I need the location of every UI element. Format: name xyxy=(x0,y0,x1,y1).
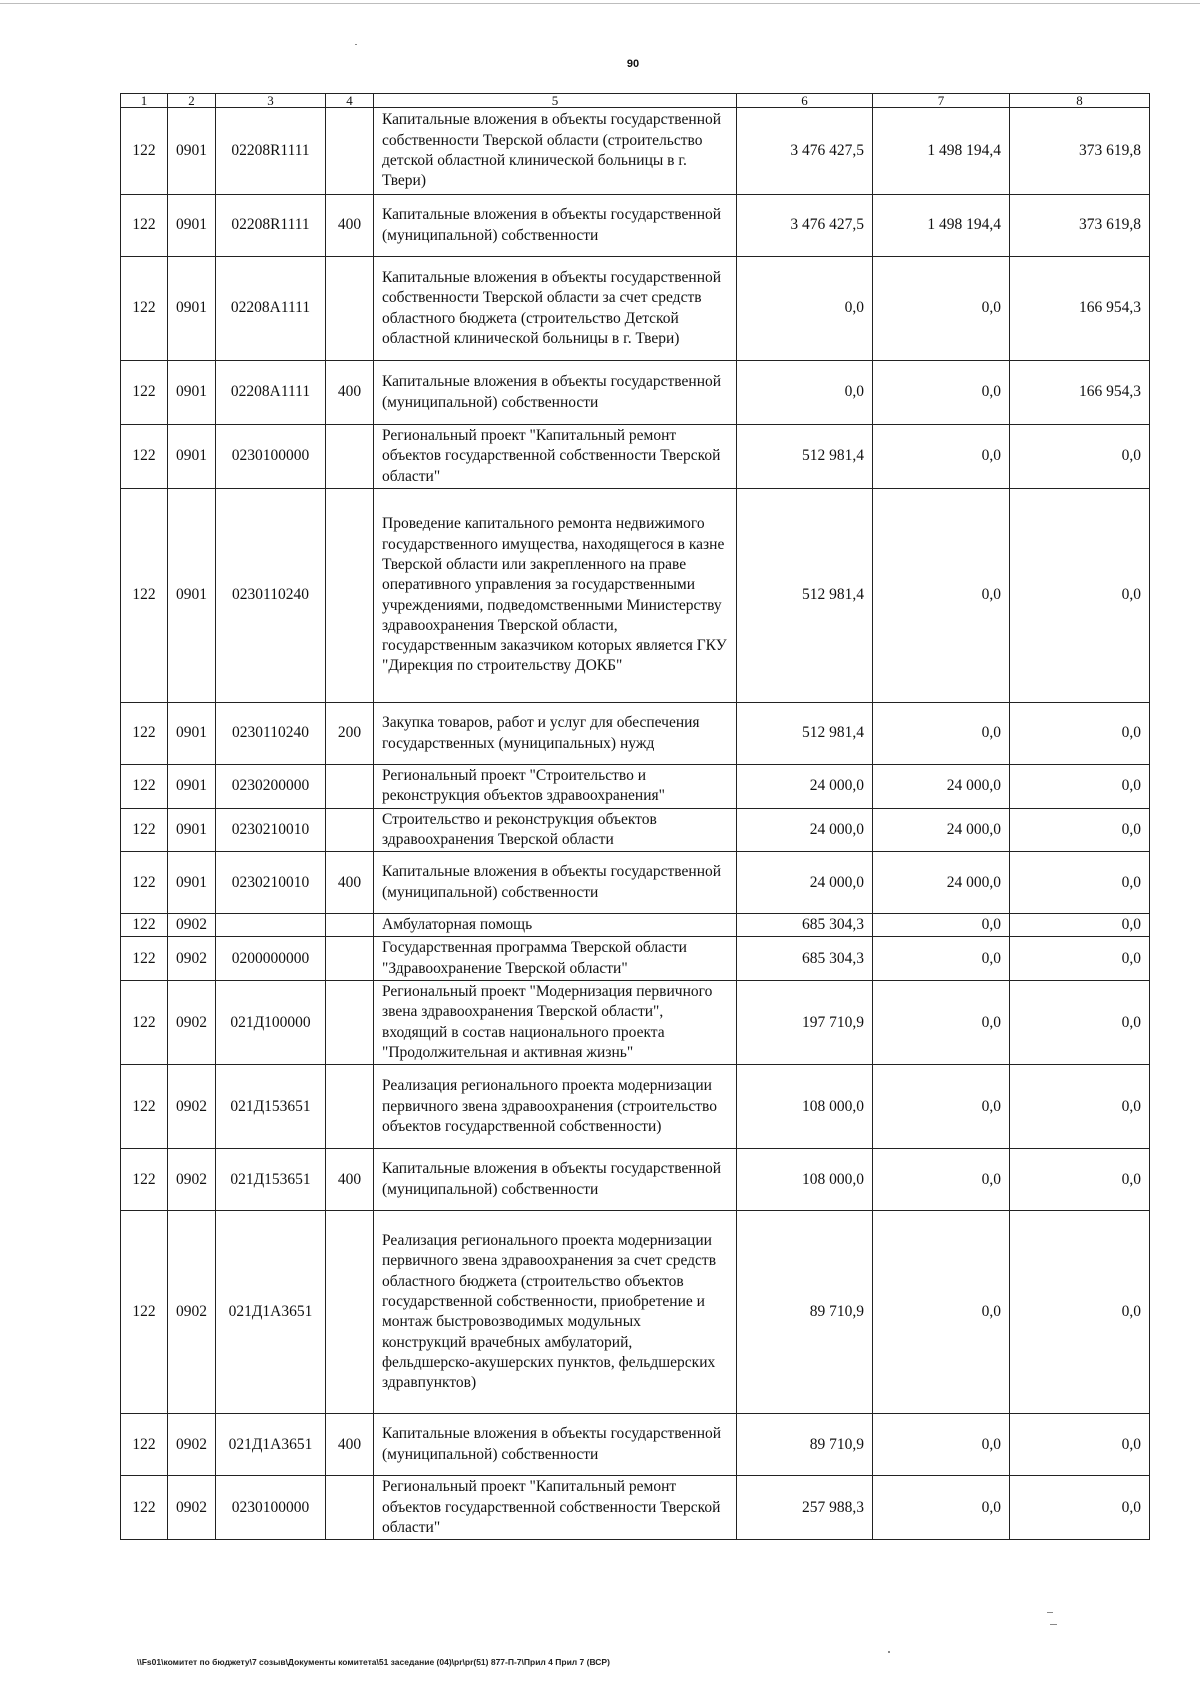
table-row xyxy=(121,808,1150,852)
cell-grbs: 122 xyxy=(121,852,168,914)
cell-section: 0901 xyxy=(168,257,216,361)
cell-target-article: 021Д1А3651 xyxy=(216,1211,326,1414)
cell-grbs: 122 xyxy=(121,981,168,1065)
cell-expense-type xyxy=(326,1211,374,1414)
cell-target-article: 021Д153651 xyxy=(216,1065,326,1149)
table-row xyxy=(121,108,1150,195)
table-row xyxy=(121,195,1150,257)
page-number: 90 xyxy=(626,58,640,70)
cell-section: 0901 xyxy=(168,765,216,809)
cell-expense-type xyxy=(326,981,374,1065)
cell-section: 0901 xyxy=(168,425,216,489)
cell-grbs: 122 xyxy=(121,361,168,425)
cell-expense-type xyxy=(326,937,374,981)
cell-amount-col8: 0,0 xyxy=(1010,425,1150,489)
cell-description: Капитальные вложения в объекты государственной (муниципальной) собственности xyxy=(374,361,737,425)
cell-amount-col7: 0,0 xyxy=(873,489,1010,703)
cell-grbs: 122 xyxy=(121,937,168,981)
cell-amount-col7: 0,0 xyxy=(873,1065,1010,1149)
cell-amount-col8: 166 954,3 xyxy=(1010,257,1150,361)
cell-amount-col7: 0,0 xyxy=(873,1476,1010,1540)
table-row xyxy=(121,1211,1150,1414)
cell-amount-col8: 0,0 xyxy=(1010,703,1150,765)
cell-amount-col6: 24 000,0 xyxy=(737,808,873,852)
scan-speck xyxy=(1047,1612,1053,1613)
cell-amount-col8: 0,0 xyxy=(1010,914,1150,937)
cell-description: Капитальные вложения в объекты государственной (муниципальной) собственности xyxy=(374,1149,737,1211)
cell-description: Строительство и реконструкция объектов здравоохранения Тверской области xyxy=(374,808,737,852)
table-body xyxy=(121,108,1150,1540)
cell-grbs: 122 xyxy=(121,1149,168,1211)
scan-edge-line xyxy=(0,3,1200,4)
header-col-1: 1 xyxy=(121,94,168,108)
cell-amount-col7: 0,0 xyxy=(873,1211,1010,1414)
cell-grbs: 122 xyxy=(121,489,168,703)
cell-amount-col8: 0,0 xyxy=(1010,937,1150,981)
cell-grbs: 122 xyxy=(121,425,168,489)
cell-description: Закупка товаров, работ и услуг для обеспечения государственных (муниципальных) нужд xyxy=(374,703,737,765)
footer-file-path: \\Fs01\комитет по бюджету\7 созыв\Документы комитета\51 заседание (04)\pr\pr(51) 877-П-7\Прил 4 Прил 7 (ВСР) xyxy=(137,1657,610,1667)
cell-description: Капитальные вложения в объекты государственной собственности Тверской области за счет средств областного бюджета (строительство Детской областной клинической больницы в г. Твери) xyxy=(374,257,737,361)
cell-amount-col6: 3 476 427,5 xyxy=(737,195,873,257)
cell-target-article: 0230100000 xyxy=(216,1476,326,1540)
header-col-2: 2 xyxy=(168,94,216,108)
cell-amount-col6: 685 304,3 xyxy=(737,914,873,937)
cell-amount-col7: 24 000,0 xyxy=(873,852,1010,914)
cell-description: Государственная программа Тверской области "Здравоохранение Тверской области" xyxy=(374,937,737,981)
cell-expense-type xyxy=(326,914,374,937)
cell-grbs: 122 xyxy=(121,703,168,765)
cell-section: 0901 xyxy=(168,108,216,195)
cell-amount-col8: 0,0 xyxy=(1010,1414,1150,1476)
cell-grbs: 122 xyxy=(121,1211,168,1414)
cell-section: 0901 xyxy=(168,361,216,425)
cell-target-article: 021Д153651 xyxy=(216,1149,326,1211)
cell-target-article: 0200000000 xyxy=(216,937,326,981)
cell-target-article: 021Д100000 xyxy=(216,981,326,1065)
cell-expense-type: 400 xyxy=(326,361,374,425)
cell-grbs: 122 xyxy=(121,914,168,937)
cell-section: 0901 xyxy=(168,195,216,257)
cell-amount-col7: 0,0 xyxy=(873,257,1010,361)
table-row xyxy=(121,914,1150,937)
cell-section: 0902 xyxy=(168,1414,216,1476)
table-row xyxy=(121,852,1150,914)
cell-target-article: 0230210010 xyxy=(216,808,326,852)
cell-section: 0901 xyxy=(168,852,216,914)
header-col-8: 8 xyxy=(1010,94,1150,108)
table-row xyxy=(121,765,1150,809)
table-row xyxy=(121,257,1150,361)
cell-section: 0901 xyxy=(168,703,216,765)
cell-amount-col8: 0,0 xyxy=(1010,489,1150,703)
table-row xyxy=(121,937,1150,981)
cell-target-article: 0230110240 xyxy=(216,703,326,765)
cell-amount-col7: 0,0 xyxy=(873,1414,1010,1476)
cell-amount-col8: 0,0 xyxy=(1010,1065,1150,1149)
cell-amount-col8: 373 619,8 xyxy=(1010,108,1150,195)
cell-amount-col8: 166 954,3 xyxy=(1010,361,1150,425)
table-row xyxy=(121,1476,1150,1540)
cell-description: Капитальные вложения в объекты государственной (муниципальной) собственности xyxy=(374,195,737,257)
cell-grbs: 122 xyxy=(121,108,168,195)
cell-expense-type xyxy=(326,808,374,852)
cell-amount-col6: 512 981,4 xyxy=(737,425,873,489)
table-row xyxy=(121,361,1150,425)
table-row xyxy=(121,1414,1150,1476)
cell-amount-col6: 24 000,0 xyxy=(737,765,873,809)
table-row xyxy=(121,1065,1150,1149)
cell-section: 0901 xyxy=(168,489,216,703)
header-col-6: 6 xyxy=(737,94,873,108)
cell-target-article: 02208A1111 xyxy=(216,257,326,361)
cell-amount-col7: 0,0 xyxy=(873,361,1010,425)
header-col-7: 7 xyxy=(873,94,1010,108)
cell-expense-type: 400 xyxy=(326,852,374,914)
cell-description: Капитальные вложения в объекты государственной (муниципальной) собственности xyxy=(374,1414,737,1476)
cell-target-article: 021Д1А3651 xyxy=(216,1414,326,1476)
cell-target-article: 0230110240 xyxy=(216,489,326,703)
cell-amount-col8: 0,0 xyxy=(1010,1211,1150,1414)
cell-description: Проведение капитального ремонта недвижимого государственного имущества, находящегося в казне Тверской области или закрепленного на праве оперативного управления за государственными учреждениями, подведомственными Министерству здравоохранения Тверской области, государственным заказчиком которых является ГКУ "Дирекция по строительству ДОКБ" xyxy=(374,489,737,703)
cell-amount-col6: 512 981,4 xyxy=(737,489,873,703)
table-row xyxy=(121,981,1150,1065)
cell-grbs: 122 xyxy=(121,1065,168,1149)
cell-amount-col7: 0,0 xyxy=(873,703,1010,765)
cell-amount-col6: 0,0 xyxy=(737,257,873,361)
cell-description: Региональный проект "Строительство и реконструкция объектов здравоохранения" xyxy=(374,765,737,809)
cell-expense-type xyxy=(326,489,374,703)
cell-section: 0902 xyxy=(168,1065,216,1149)
cell-amount-col8: 0,0 xyxy=(1010,1149,1150,1211)
cell-amount-col8: 0,0 xyxy=(1010,852,1150,914)
cell-expense-type xyxy=(326,425,374,489)
cell-section: 0902 xyxy=(168,981,216,1065)
cell-expense-type: 200 xyxy=(326,703,374,765)
cell-amount-col7: 0,0 xyxy=(873,1149,1010,1211)
cell-target-article: 0230210010 xyxy=(216,852,326,914)
cell-amount-col8: 373 619,8 xyxy=(1010,195,1150,257)
table-row xyxy=(121,489,1150,703)
cell-amount-col6: 0,0 xyxy=(737,361,873,425)
cell-amount-col8: 0,0 xyxy=(1010,765,1150,809)
cell-amount-col7: 1 498 194,4 xyxy=(873,195,1010,257)
cell-section: 0902 xyxy=(168,914,216,937)
table-row xyxy=(121,703,1150,765)
cell-target-article: 0230100000 xyxy=(216,425,326,489)
cell-expense-type xyxy=(326,108,374,195)
cell-amount-col6: 108 000,0 xyxy=(737,1149,873,1211)
cell-amount-col6: 512 981,4 xyxy=(737,703,873,765)
cell-description: Региональный проект "Капитальный ремонт объектов государственной собственности Тверской области" xyxy=(374,425,737,489)
cell-amount-col6: 197 710,9 xyxy=(737,981,873,1065)
cell-grbs: 122 xyxy=(121,765,168,809)
cell-amount-col7: 1 498 194,4 xyxy=(873,108,1010,195)
scan-speck xyxy=(888,1651,890,1653)
cell-section: 0901 xyxy=(168,808,216,852)
cell-grbs: 122 xyxy=(121,195,168,257)
header-col-4: 4 xyxy=(326,94,374,108)
cell-section: 0902 xyxy=(168,1211,216,1414)
cell-amount-col6: 257 988,3 xyxy=(737,1476,873,1540)
cell-description: Региональный проект "Капитальный ремонт объектов государственной собственности Тверской области" xyxy=(374,1476,737,1540)
cell-target-article: 02208R1111 xyxy=(216,195,326,257)
cell-amount-col7: 24 000,0 xyxy=(873,765,1010,809)
cell-amount-col7: 0,0 xyxy=(873,937,1010,981)
cell-expense-type: 400 xyxy=(326,1149,374,1211)
cell-grbs: 122 xyxy=(121,1414,168,1476)
cell-description: Капитальные вложения в объекты государственной собственности Тверской области (строительство детской областной клинической больницы в г. Твери) xyxy=(374,108,737,195)
cell-expense-type xyxy=(326,765,374,809)
cell-section: 0902 xyxy=(168,1149,216,1211)
scan-speck xyxy=(1050,1624,1057,1625)
cell-amount-col6: 89 710,9 xyxy=(737,1211,873,1414)
cell-amount-col7: 0,0 xyxy=(873,914,1010,937)
cell-expense-type xyxy=(326,257,374,361)
cell-description: Реализация регионального проекта модернизации первичного звена здравоохранения за счет средств областного бюджета (строительство объектов государственной собственности, приобретение и монтаж быстровозводимых модульных конструкций врачебных амбулаторий, фельдшерско-акушерских пунктов, фельдшерских здравпунктов) xyxy=(374,1211,737,1414)
cell-grbs: 122 xyxy=(121,1476,168,1540)
cell-amount-col8: 0,0 xyxy=(1010,1476,1150,1540)
cell-target-article xyxy=(216,914,326,937)
cell-target-article: 02208R1111 xyxy=(216,108,326,195)
cell-grbs: 122 xyxy=(121,808,168,852)
scan-speck xyxy=(355,44,357,45)
cell-section: 0902 xyxy=(168,1476,216,1540)
cell-amount-col7: 0,0 xyxy=(873,425,1010,489)
cell-amount-col7: 24 000,0 xyxy=(873,808,1010,852)
cell-target-article: 02208A1111 xyxy=(216,361,326,425)
cell-amount-col6: 89 710,9 xyxy=(737,1414,873,1476)
cell-amount-col6: 3 476 427,5 xyxy=(737,108,873,195)
cell-target-article: 0230200000 xyxy=(216,765,326,809)
cell-grbs: 122 xyxy=(121,257,168,361)
cell-amount-col6: 24 000,0 xyxy=(737,852,873,914)
cell-expense-type xyxy=(326,1065,374,1149)
table-header-row xyxy=(121,94,1150,108)
cell-description: Реализация регионального проекта модернизации первичного звена здравоохранения (строительство объектов государственной собственности) xyxy=(374,1065,737,1149)
cell-amount-col6: 108 000,0 xyxy=(737,1065,873,1149)
table-row xyxy=(121,1149,1150,1211)
cell-amount-col8: 0,0 xyxy=(1010,981,1150,1065)
table-row xyxy=(121,425,1150,489)
cell-description: Капитальные вложения в объекты государственной (муниципальной) собственности xyxy=(374,852,737,914)
cell-amount-col6: 685 304,3 xyxy=(737,937,873,981)
cell-expense-type: 400 xyxy=(326,1414,374,1476)
cell-description: Региональный проект "Модернизация первичного звена здравоохранения Тверской области", входящий в состав национального проекта "Продолжительная и активная жизнь" xyxy=(374,981,737,1065)
cell-amount-col7: 0,0 xyxy=(873,981,1010,1065)
cell-expense-type xyxy=(326,1476,374,1540)
header-col-3: 3 xyxy=(216,94,326,108)
cell-expense-type: 400 xyxy=(326,195,374,257)
budget-table xyxy=(120,93,1150,1540)
cell-amount-col8: 0,0 xyxy=(1010,808,1150,852)
cell-description: Амбулаторная помощь xyxy=(374,914,737,937)
header-col-5: 5 xyxy=(374,94,737,108)
cell-section: 0902 xyxy=(168,937,216,981)
